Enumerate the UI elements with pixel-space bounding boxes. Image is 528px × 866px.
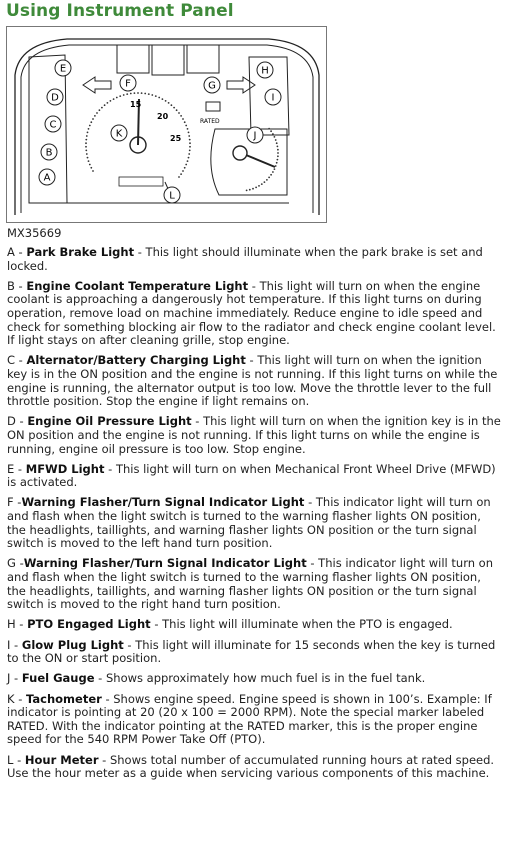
fuel-scale-dot bbox=[246, 190, 248, 192]
item-description: - This light will turn on when Mechanical Front Wheel Drive (MFWD) is activated. bbox=[7, 461, 496, 490]
hour-meter-display bbox=[119, 177, 163, 186]
tach-scale-dot bbox=[88, 128, 90, 130]
legend-item-l bbox=[7, 754, 501, 781]
left-turn-arrow-icon bbox=[83, 77, 111, 93]
tach-scale-dot bbox=[188, 157, 190, 159]
tach-scale-dot bbox=[185, 164, 187, 166]
item-name: Park Brake Light bbox=[26, 245, 135, 259]
item-separator: - bbox=[10, 637, 22, 652]
legend-item-d bbox=[7, 415, 501, 456]
tach-scale-dot bbox=[188, 153, 190, 155]
figure-caption: MX35669 bbox=[7, 226, 62, 240]
item-name: MFWD Light bbox=[25, 461, 105, 476]
rated-marker-icon bbox=[206, 102, 220, 111]
tach-scale-dot bbox=[141, 92, 143, 94]
item-description: - This light will illuminate when the PTO is engaged. bbox=[150, 617, 453, 632]
tach-scale-dot bbox=[86, 135, 88, 137]
item-letter: L bbox=[7, 752, 14, 767]
tach-scale-dot bbox=[184, 121, 186, 123]
item-separator: - bbox=[14, 461, 26, 476]
tach-scale-dot bbox=[85, 142, 87, 144]
rated-label: RATED bbox=[200, 118, 220, 125]
tach-scale-dot bbox=[171, 104, 173, 106]
tach-scale-dot bbox=[99, 109, 101, 111]
legend-item-b bbox=[7, 280, 501, 348]
tach-scale-dot bbox=[92, 170, 94, 172]
tach-scale-dot bbox=[85, 146, 87, 148]
item-separator: - bbox=[15, 414, 28, 429]
fuel-scale-dot bbox=[270, 130, 272, 132]
callout-A bbox=[39, 169, 55, 185]
item-separator: - bbox=[13, 752, 25, 767]
fuel-scale-dot bbox=[276, 142, 278, 144]
tach-scale-dot bbox=[87, 157, 89, 159]
item-separator: - bbox=[15, 617, 28, 632]
tach-scale-dot bbox=[155, 95, 157, 97]
tach-scale-dot bbox=[89, 164, 91, 166]
legend-item-h bbox=[7, 618, 501, 632]
fuel-scale-dot bbox=[255, 187, 257, 189]
tach-scale-dot bbox=[165, 100, 167, 102]
item-letter: I bbox=[7, 637, 11, 652]
fuel-scale-dot bbox=[274, 136, 276, 138]
tach-scale-dot bbox=[96, 112, 98, 114]
callout-K bbox=[111, 125, 127, 141]
tach-scale-dot bbox=[158, 97, 160, 99]
fuel-scale-dot bbox=[272, 171, 274, 173]
callout-B bbox=[41, 144, 57, 160]
tach-scale-dot bbox=[189, 150, 191, 152]
fuel-scale-dot bbox=[277, 155, 279, 157]
tach-scale-dot bbox=[107, 102, 109, 104]
tach-scale-dot bbox=[87, 132, 89, 134]
panel-top-tab bbox=[152, 45, 184, 75]
fuel-scale-dot bbox=[275, 165, 277, 167]
tach-scale-dot bbox=[148, 93, 150, 95]
tach-scale-dot bbox=[104, 104, 106, 106]
tach-number: 25 bbox=[170, 134, 182, 143]
fuel-gauge-hub bbox=[233, 146, 247, 160]
item-separator: - bbox=[14, 691, 27, 706]
tach-scale-dot bbox=[180, 173, 182, 175]
tach-scale-dot bbox=[151, 94, 153, 96]
callout-C bbox=[45, 116, 61, 132]
tach-scale-dot bbox=[85, 150, 87, 152]
item-name: Warning Flasher/Turn Signal Indicator Light bbox=[23, 556, 307, 571]
item-separator: - bbox=[14, 278, 27, 293]
item-name: Fuel Gauge bbox=[21, 671, 95, 686]
fuel-scale-dot bbox=[264, 181, 266, 183]
fuel-scale-dot bbox=[272, 133, 274, 135]
fuel-scale-dot bbox=[277, 149, 279, 151]
fuel-scale-dot bbox=[252, 188, 254, 190]
right-turn-arrow-icon bbox=[227, 77, 255, 93]
tach-scale-dot bbox=[137, 92, 139, 94]
tach-scale-dot bbox=[85, 139, 87, 141]
fuel-scale-dot bbox=[249, 189, 251, 191]
tach-scale-dot bbox=[188, 135, 190, 137]
item-separator: - bbox=[15, 556, 24, 571]
item-description: - This indicator light will turn on and flash when the light switch is turned to the warning flasher lights ON position, the headlights, taillights, and warning flasher lights ON position or the turn signal switch is moved to the right hand turn position. bbox=[7, 556, 493, 612]
svg-text:I: I bbox=[271, 92, 275, 104]
fuel-scale-dot bbox=[266, 179, 268, 181]
tach-scale-dot bbox=[90, 167, 92, 169]
tach-scale-dot bbox=[144, 93, 146, 95]
svg-text:G: G bbox=[208, 80, 216, 92]
item-description: - Shows total number of accumulated running hours at rated speed. Use the hour meter as a guide when servicing various components of this machine. bbox=[7, 752, 495, 781]
tach-scale-dot bbox=[130, 93, 132, 95]
tach-scale-dot bbox=[184, 167, 186, 169]
tach-scale-dot bbox=[187, 128, 189, 130]
svg-text:C: C bbox=[49, 119, 57, 131]
item-separator: - bbox=[10, 671, 22, 686]
tach-scale-dot bbox=[119, 95, 121, 97]
item-name: Engine Coolant Temperature Light bbox=[26, 278, 249, 293]
tach-scale-dot bbox=[94, 115, 96, 117]
tach-number: 15 bbox=[130, 100, 142, 109]
tach-number: 20 bbox=[157, 112, 169, 121]
tach-scale-dot bbox=[90, 121, 92, 123]
tach-scale-dot bbox=[86, 153, 88, 155]
item-letter: K bbox=[7, 691, 15, 706]
tach-scale-dot bbox=[178, 176, 180, 178]
item-letter: G bbox=[7, 556, 16, 571]
tach-scale-dot bbox=[162, 98, 164, 100]
callout-J bbox=[247, 127, 263, 143]
legend-list bbox=[7, 246, 501, 787]
tach-scale-dot bbox=[176, 109, 178, 111]
tach-scale-dot bbox=[182, 118, 184, 120]
legend-item-e bbox=[7, 463, 501, 490]
panel-top-tab bbox=[187, 45, 219, 73]
fuel-scale-dot bbox=[261, 183, 263, 185]
fuel-scale-dot bbox=[277, 146, 279, 148]
item-name: Hour Meter bbox=[24, 752, 99, 767]
fuel-scale-dot bbox=[275, 139, 277, 141]
item-description: - This light will turn on when the engine coolant is approaching a dangerously hot temperature. If this light turns on during operation, remove load on machine immediately. Reduce engine to idle speed and check for something blocking air flow to the radiator and check engine coolant level. If light stays on after cleaning grille, stop engine. bbox=[7, 278, 496, 348]
item-name: Alternator/Battery Charging Light bbox=[26, 353, 246, 368]
item-name: Glow Plug Light bbox=[21, 637, 124, 652]
tach-scale-dot bbox=[189, 139, 191, 141]
fuel-scale-dot bbox=[277, 159, 279, 161]
svg-text:H: H bbox=[261, 65, 269, 77]
item-separator: - bbox=[13, 495, 22, 510]
tach-scale-dot bbox=[188, 132, 190, 134]
callout-L bbox=[164, 187, 180, 203]
tach-scale-dot bbox=[134, 92, 136, 94]
svg-text:E: E bbox=[59, 63, 67, 75]
tach-scale-dot bbox=[180, 115, 182, 117]
legend-item-i bbox=[7, 639, 501, 666]
svg-text:D: D bbox=[51, 92, 59, 104]
callout-H bbox=[257, 62, 273, 78]
item-description: - Shows approximately how much fuel is in the fuel tank. bbox=[94, 671, 426, 686]
svg-text:A: A bbox=[43, 172, 51, 184]
item-letter: E bbox=[7, 461, 15, 476]
svg-text:B: B bbox=[45, 147, 53, 159]
item-name: Warning Flasher/Turn Signal Indicator Light bbox=[21, 495, 305, 510]
fuel-scale-dot bbox=[268, 177, 270, 179]
legend-item-k bbox=[7, 693, 501, 747]
item-description: - This indicator light will turn on and flash when the light switch is turned to the warning flasher lights ON position, the headlights, taillights, and warning flasher lights ON position or the turn signal switch is moved to the left hand turn position. bbox=[7, 495, 491, 551]
fuel-scale-dot bbox=[258, 185, 260, 187]
tach-scale-dot bbox=[113, 98, 115, 100]
item-name: Engine Oil Pressure Light bbox=[27, 414, 192, 429]
item-description: - This light should illuminate when the park brake is set and locked. bbox=[7, 245, 483, 273]
tach-scale-dot bbox=[173, 107, 175, 109]
fuel-scale-dot bbox=[274, 168, 276, 170]
svg-text:J: J bbox=[253, 130, 257, 142]
tach-scale-dot bbox=[89, 125, 91, 127]
tach-scale-dot bbox=[182, 170, 184, 172]
item-name: PTO Engaged Light bbox=[27, 617, 151, 632]
legend-item-g bbox=[7, 557, 501, 611]
instrument-panel-diagram bbox=[6, 26, 327, 223]
callout-E bbox=[55, 60, 71, 76]
tach-scale-dot bbox=[88, 160, 90, 162]
item-separator: - bbox=[14, 245, 27, 259]
tach-scale-dot bbox=[168, 102, 170, 104]
tach-scale-dot bbox=[189, 142, 191, 144]
callout-F bbox=[120, 75, 136, 91]
svg-text:L: L bbox=[169, 190, 175, 202]
item-description: - Shows engine speed. Engine speed is shown in 100’s. Example: If indicator is pointing at 20 (20 x 100 = 2000 RPM). Note the special marker labeled RATED. With the indicator pointing at the RATED marker, this is the proper engine speed for the 540 RPM Power Take Off (PTO). bbox=[7, 691, 492, 747]
svg-text:K: K bbox=[115, 128, 123, 140]
legend-item-c bbox=[7, 354, 501, 408]
page-title: Using Instrument Panel bbox=[6, 1, 234, 21]
item-description: - This light will turn on when the ignition key is in the ON position and the engine is not running. If this light turns on while the engine is running, the alternator output is too low. Move the throttle lever to the full throttle position. Stop the engine if light remains on. bbox=[7, 353, 498, 409]
item-name: Tachometer bbox=[26, 691, 102, 706]
item-letter: F bbox=[7, 495, 14, 510]
item-description: - This light will turn on when the ignition key is in the ON position and the engine is not running. If this light turns on while the engine is running, engine oil pressure is too low. Stop engine. bbox=[7, 414, 501, 456]
fuel-scale-dot bbox=[277, 152, 279, 154]
legend-item-f bbox=[7, 496, 501, 550]
item-letter: A bbox=[7, 245, 15, 259]
fuel-scale-dot bbox=[268, 128, 270, 130]
item-separator: - bbox=[15, 353, 27, 368]
tach-scale-dot bbox=[110, 100, 112, 102]
fuel-scale-dot bbox=[270, 174, 272, 176]
tach-scale-dot bbox=[123, 94, 125, 96]
tach-scale-dot bbox=[126, 93, 128, 95]
callout-G bbox=[204, 77, 220, 93]
callout-I bbox=[265, 89, 281, 105]
tach-scale-dot bbox=[189, 146, 191, 148]
svg-text:F: F bbox=[125, 78, 131, 90]
panel-top-tab bbox=[117, 45, 149, 73]
tach-scale-dot bbox=[178, 112, 180, 114]
item-letter: D bbox=[7, 414, 16, 429]
tach-scale-dot bbox=[101, 107, 103, 109]
tach-scale-dot bbox=[116, 97, 118, 99]
tach-scale-dot bbox=[92, 118, 94, 120]
legend-item-a bbox=[7, 246, 501, 273]
item-letter: H bbox=[7, 617, 16, 632]
item-letter: B bbox=[7, 278, 15, 293]
callout-D bbox=[47, 89, 63, 105]
item-letter: C bbox=[7, 353, 16, 368]
fuel-scale-dot bbox=[276, 162, 278, 164]
tach-scale-dot bbox=[185, 125, 187, 127]
item-letter: J bbox=[7, 671, 11, 686]
tach-scale-dot bbox=[187, 160, 189, 162]
legend-item-j bbox=[7, 672, 501, 686]
item-description: - This light will illuminate for 15 seconds when the key is turned to the ON or start position. bbox=[7, 637, 496, 666]
fuel-gauge-needle bbox=[246, 155, 275, 167]
